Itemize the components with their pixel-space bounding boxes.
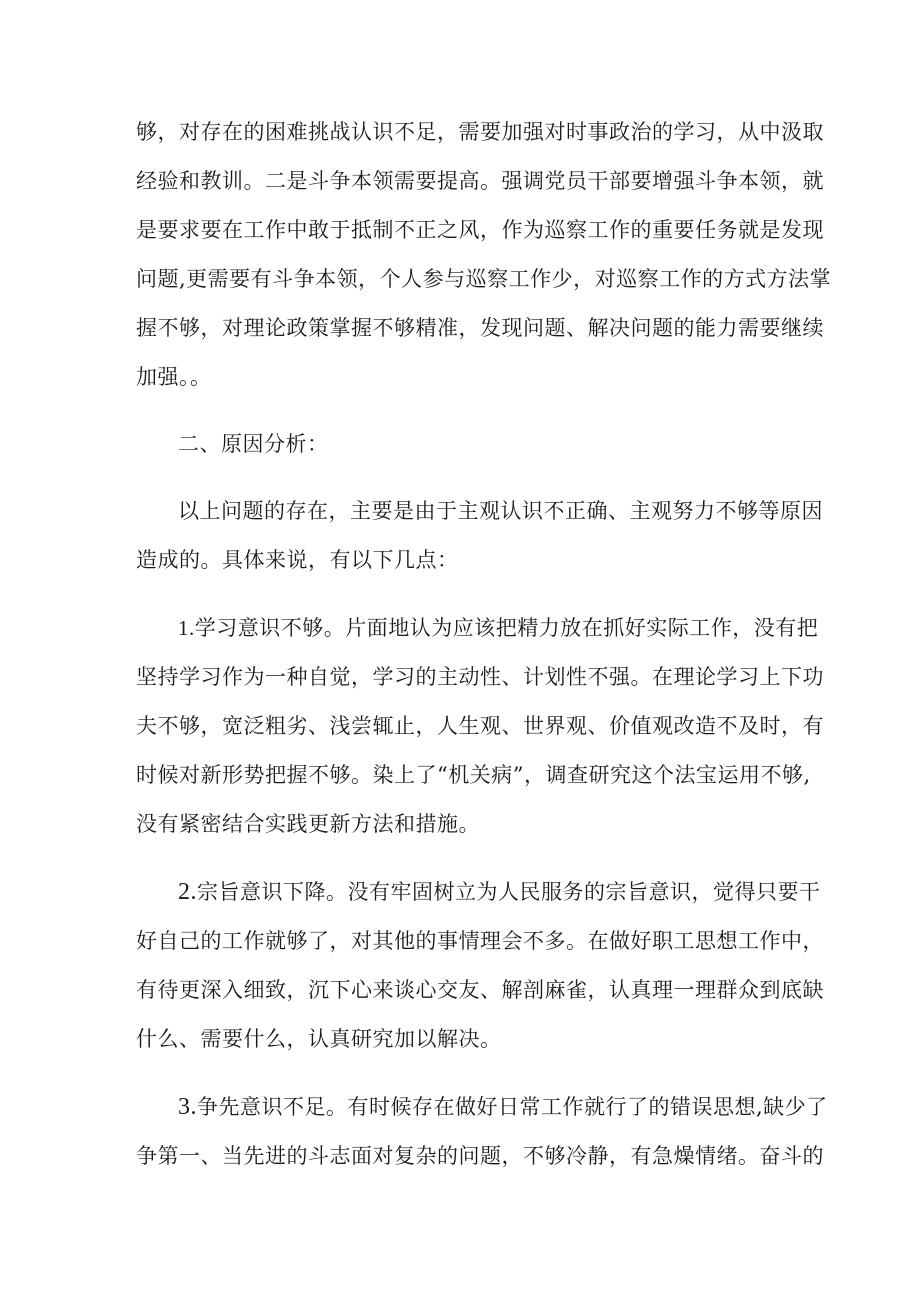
item-1-line-4: 时候对新形势把握不够。染上了“机关病”，调查研究这个法宝运用不够, xyxy=(136,763,811,787)
item-2-line-3: 有待更深入细致，沉下心来谈心交友、解剖麻雀，认真理一理群众到底缺 xyxy=(136,978,824,1002)
section-heading: 二、原因分析： xyxy=(178,432,329,456)
item-2-line-1 xyxy=(178,878,821,906)
paragraph-1-line-3: 是要求要在工作中敢于抵制不正之风，作为巡察工作的重要任务就是发现 xyxy=(136,218,824,242)
item-1-line-2: 坚持学习作为一种自觉，学习的主动性、计划性不强。在理论学习上下功 xyxy=(136,665,824,689)
item-3-line-2: 争第一、当先进的斗志面对复杂的问题，不够冷静，有急燥情绪。奋斗的 xyxy=(136,1144,824,1168)
item-2-line-4: 什么、需要什么，认真研究加以解决。 xyxy=(136,1027,502,1051)
item-1-number: 1. xyxy=(178,616,195,640)
paragraph-2-line-1: 以上问题的存在，主要是由于主观认识不正确、主观努力不够等原因 xyxy=(178,499,823,523)
item-1-line-1 xyxy=(178,614,819,642)
item-2-line-2: 好自己的工作就够了，对其他的事情理会不多。在做好职工思想工作中， xyxy=(136,929,824,953)
paragraph-1-line-5: 握不够，对理论政策掌握不够精准，发现问题、解决问题的能力需要继续 xyxy=(136,316,824,340)
item-1-line-5: 没有紧密结合实践更新方法和措施。 xyxy=(136,812,480,836)
item-1-text: 学习意识不够。片面地认为应该把精力放在抓好实际工作，没有把 xyxy=(194,616,819,640)
item-3-number: 3. xyxy=(178,1094,197,1120)
paragraph-1-line-2: 经验和教训。二是斗争本领需要提高。强调党员干部要增强斗争本领，就 xyxy=(136,169,824,193)
item-3-text: 争先意识不足。有时候存在做好日常工作就行了的错误思想,缺少了 xyxy=(197,1095,828,1119)
paragraph-1-line-6: 加强。。 xyxy=(136,365,212,389)
item-2-text: 宗旨意识下降。没有牢固树立为人民服务的宗旨意识，觉得只要干 xyxy=(197,880,821,904)
paragraph-1-line-4: 问题,更需要有斗争本领，个人参与巡察工作少，对巡察工作的方式方法掌 xyxy=(136,267,832,291)
item-2-number: 2. xyxy=(178,879,197,905)
item-1-line-3: 夫不够，宽泛粗劣、浅尝辄止，人生观、世界观、价值观改造不及时，有 xyxy=(136,714,824,738)
paragraph-1-line-1: 够，对存在的困难挑战认识不足，需要加强对时事政治的学习，从中汲取 xyxy=(136,120,824,144)
item-3-line-1 xyxy=(178,1093,828,1121)
paragraph-2-line-2: 造成的。具体来说，有以下几点： xyxy=(136,548,459,572)
